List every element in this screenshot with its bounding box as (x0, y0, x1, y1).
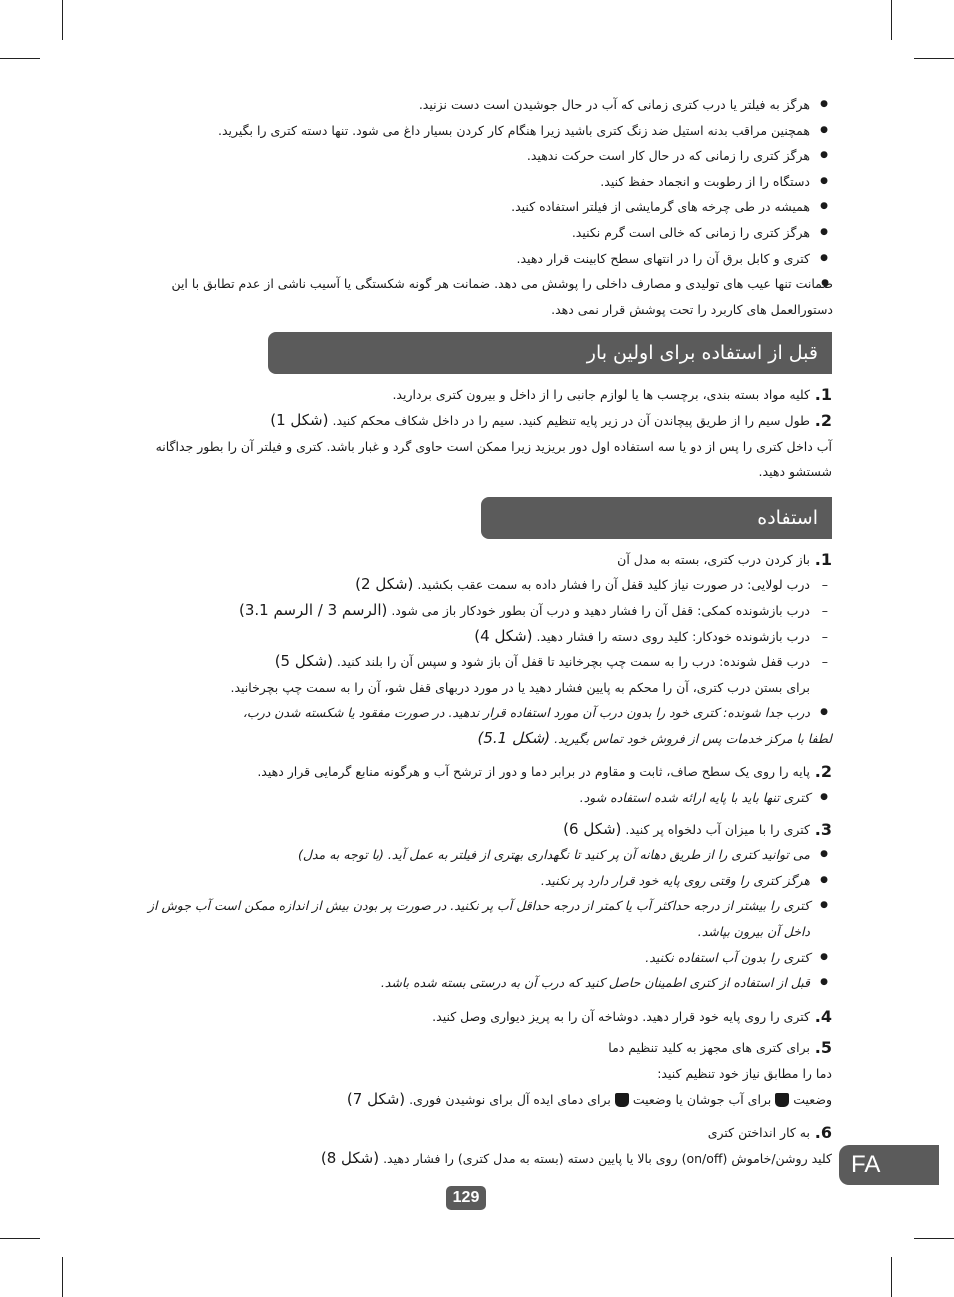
mode-label: برای دمای ایده آل برای نوشیدن فوری. (409, 1091, 611, 1107)
item-number: 6. (814, 1123, 832, 1143)
list-item: ● می توانید کتری را از طریق دهانه آن پر کنید تا نگهداری بهتری از فیلتر به عمل آید. (با توجه به مدل) (118, 842, 832, 868)
list-item: ● کتری را بیشتر از درجه حداکثر آب یا کمتر از درجه حداقل آب پر نکنید. در صورت پر بودن بیش از اندازه ممکن است آب جوش از داخل آن بیرون بپاشد. (118, 893, 832, 944)
item-body (118, 408, 810, 434)
item-text: کلیه مواد بسته بندی، برچسب ها یا لوازم جانبی را از داخل و بیرون کتری بردارید. (392, 387, 810, 403)
page-number: 129 (446, 1186, 486, 1210)
list-item: ● کتری و کابل برق آن را در انتهای سطح کابینت قرار دهید. (118, 246, 832, 272)
figure-ref: (شکل 5.1) (477, 728, 551, 747)
detachable-lid-bullets (118, 700, 832, 726)
list-item: ● ضمانت تنها عیب های تولیدی و مصارف داخلی را پوشش می دهد. ضمانت هر گونه شکستگی یا آسیب ناشی از عدم تطابق با این دستورالعمل های کاربرد را تحت پوشش قرار نمی دهد. (118, 271, 833, 322)
numbered-item (118, 408, 832, 434)
figure-ref: (شکل 7) (346, 1089, 406, 1108)
numbered-item (118, 817, 832, 843)
list-item: ● همیشه در طی چرخه های گرمایشی از فیلتر استفاده کنید. (118, 194, 832, 220)
list-item (118, 572, 832, 598)
list-item: ● قبل از استفاده از کتری اطمینان حاصل کنید که درب آن به درستی بسته شده باشد. (118, 970, 832, 996)
item-text: درب بازشونده کمکی: قفل آن را فشار دهید و درب آن بطور خودکار باز می شود. (391, 602, 810, 618)
item-text: کلید روشن/خاموش (on/off) روی بالا یا پایین دسته (بسته به مدل کتری) را فشار دهید. (383, 1150, 832, 1166)
figure-ref: (الرسم 3 / الرسم 3.1) (238, 600, 388, 619)
figure-ref: (شکل 2) (355, 575, 414, 594)
crop-mark (891, 0, 892, 40)
language-badge: FA (839, 1145, 939, 1185)
safety-bullets (118, 92, 832, 322)
item-text: درب قفل شونده: درب را به سمت چپ بچرخانید تا قفل آن باز شود و سپس آن را بلند کنید. (336, 654, 810, 670)
figure-ref: (شکل 6) (563, 819, 622, 838)
mode-label: وضعیت (793, 1091, 832, 1107)
hand-single-icon (615, 1093, 629, 1107)
item-number: 2. (814, 410, 832, 430)
numbered-item (118, 759, 832, 785)
crop-mark (62, 0, 63, 40)
numbered-item (118, 382, 832, 408)
list-item: ● دستگاه را از رطوبت و انجماد حفظ کنید. (118, 169, 832, 195)
item-text: کتری را روی پایه خود قرار دهید. دوشاخه آن را به پریز دیواری وصل کنید. (432, 1008, 810, 1024)
section-heading-before-first-use: قبل از استفاده برای اولین بار (268, 332, 832, 374)
list-item: ● درب جدا شونده: کتری خود را بدون درب آن مورد استفاده قرار ندهید. در صورت مفقود یا شکسته شدن درب، (118, 700, 832, 726)
numbered-item (118, 1035, 832, 1061)
item-text: باز کردن درب کتری، بسته به مدل آن (617, 551, 810, 567)
mode-label: برای آب جوشان یا وضعیت (632, 1091, 772, 1107)
crop-mark (914, 58, 954, 59)
item-number: 4. (814, 1006, 832, 1026)
list-item: ● کتری تنها باید با پایه ارائه شده استفاده شود. (118, 785, 832, 811)
item-text: برای کتری های مجهز به کلید تنظیم دما (608, 1040, 810, 1056)
list-item: ● هرگز کتری را زمانی که خالی است گرم نکنید. (118, 220, 832, 246)
item-number: 1. (814, 549, 832, 569)
lid-types-list (118, 572, 832, 674)
paragraph: آب داخل کتری را پس از دو یا سه استفاده اول دور بریزید زیرا ممکن است حاوی گرد و غبار باشد. کتری و فیلتر آن را بطور جداگانه شستشو دهید. (155, 438, 832, 480)
list-item: ● کتری را بدون آب استفاده نکنید. (118, 945, 832, 971)
crop-mark (62, 1257, 63, 1297)
numbered-item (118, 1120, 832, 1146)
base-bullets (118, 785, 832, 811)
item-text: به کار انداختن کتری (707, 1125, 810, 1141)
crop-mark (914, 1238, 954, 1239)
filling-bullets (118, 842, 832, 996)
item-text: درب لولایی: در صورت نیاز کلید قفل آن را فشار داده به سمت عقب بکشید. (417, 577, 810, 593)
item-text: کتری را با میزان آب دلخواه پر کنید. (625, 821, 810, 837)
item-text: طول سیم را از طریق پیچاندن آن در زیر پایه تنظیم کنید. سیم را در داخل شکاف محکم کنید. (332, 412, 810, 428)
hand-double-icon (775, 1093, 789, 1107)
item-number: 1. (814, 385, 832, 405)
figure-ref: (شکل 1) (270, 410, 329, 429)
numbered-item (118, 1004, 832, 1030)
figure-ref: (شکل 5) (274, 652, 333, 671)
temperature-modes (118, 1087, 832, 1113)
temperature-instruction: دما را مطابق نیاز خود تنظیم کنید: (657, 1066, 832, 1081)
item-text: پایه را روی یک سطح صاف، ثابت و مقاوم در برابر دما و دور از ترشح آب و هرگونه منابع گرمایی قرار دهید. (257, 764, 810, 780)
list-item (118, 624, 832, 650)
item-body (118, 817, 810, 843)
list-item (118, 598, 832, 624)
switch-instruction (118, 1146, 832, 1172)
crop-mark (0, 58, 40, 59)
figure-ref: (شکل 4) (474, 626, 533, 645)
list-item: ● هرگز به فیلتر یا درب کتری زمانی که آب در حال جوشیدن است دست نزنید. (118, 92, 832, 118)
crop-mark (891, 1257, 892, 1297)
item-text: لطفا با مرکز خدمات پس از فروش خود تماس بگیرید. (554, 730, 832, 746)
after-sales-note (118, 726, 832, 752)
list-item: ● هرگز کتری را وقتی روی پایه خود قرار دارد پر نکنید. (118, 868, 832, 894)
figure-ref: (شکل 8) (320, 1148, 380, 1167)
page-content (118, 92, 832, 1171)
crop-mark (0, 1238, 40, 1239)
item-text: درب بازشونده خودکار: کلید روی دسته را فشار دهید. (536, 628, 810, 644)
item-number: 3. (814, 819, 832, 839)
close-lid-note: برای بستن درب کتری، آن را محکم به پایین فشار دهید یا در مورد دربهای قفل شو، آن را به سمت چپ بچرخانید. (230, 679, 810, 695)
list-item (118, 649, 832, 675)
numbered-item (118, 547, 832, 573)
section-heading-use: استفاده (481, 497, 832, 539)
item-number: 5. (814, 1038, 832, 1058)
list-item: ● هرگز کتری را زمانی که در حال کار است حرکت ندهید. (118, 143, 832, 169)
item-number: 2. (814, 762, 832, 782)
list-item: ● همچنین مراقب بدنه استیل ضد زنگ کتری باشید زیرا هنگام کار کردن بسیار داغ می شود. تنها دسته کتری را بگیرید. (118, 118, 832, 144)
